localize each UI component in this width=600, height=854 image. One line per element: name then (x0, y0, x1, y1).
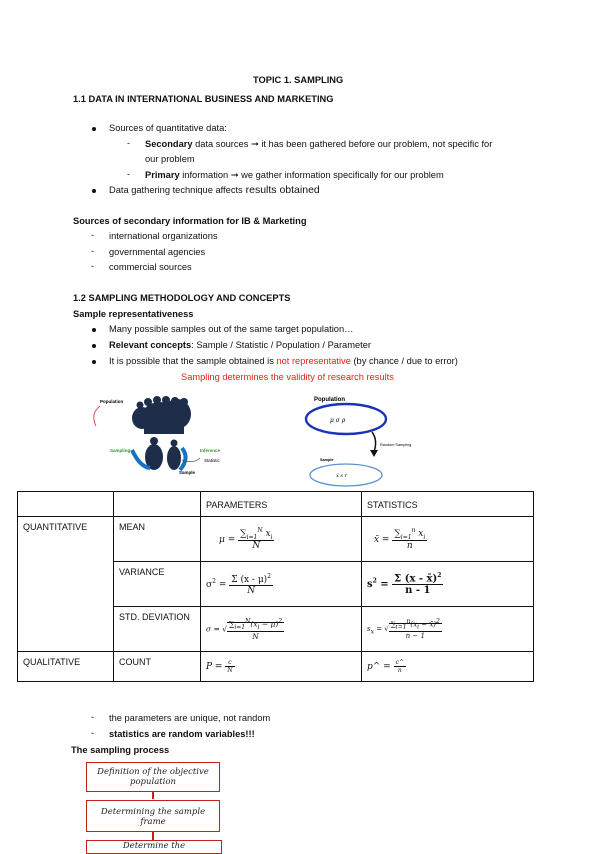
stat-count-formula: p^ = $\frac{c\^{}}{n}$ (362, 652, 534, 682)
row-label-qualitative: QUALITATIVE (18, 652, 114, 682)
secondary-cont: our problem (145, 154, 195, 164)
flow-arrow (152, 832, 154, 840)
relevant-rest: : Sample / Statistic / Population / Parameter (191, 340, 371, 350)
header-parameters: PARAMETERS (201, 492, 362, 517)
param-variance-formula: $\sigma^2$ = $\frac{\Sigma (x - \mu)^2}{N}$ (201, 562, 362, 607)
stat-std-formula: $s_x$ = √ $\frac{\sum_{i=1}^n(x_i - x̄)^2}{n - 1}$ (362, 607, 534, 652)
primary-bold: Primary (145, 170, 180, 180)
header-statistics: STATISTICS (362, 492, 534, 517)
fig2-sample-label: Sample (320, 458, 334, 462)
fig-sampling-label: Sampling (110, 448, 131, 453)
primary-line (145, 169, 444, 181)
table-cell (18, 492, 114, 517)
stat-mean-formula: x̄ = $\frac{\sum_{i=1}^n x_i}{n}$ (362, 517, 534, 562)
row-label-std: STD. DEVIATION (114, 607, 201, 652)
bullet-text: Sources of quantitative data: (109, 123, 227, 133)
flow-step-1: Definition of the objective population (86, 762, 220, 792)
dash: - (91, 246, 95, 256)
secondary-rest: data sources ➞ it has been gathered before our problem, not specific for (192, 139, 493, 149)
flow-step-3: Determine the (86, 840, 222, 854)
fig-sample-label: Sample (179, 470, 196, 475)
subheading: Sample representativeness (73, 309, 194, 319)
row-label-variance: VARIANCE (114, 562, 201, 607)
validity-note: Sampling determines the validity of research results (181, 372, 394, 382)
stat-variance-formula: $s^2$ = $\frac{\Sigma (x - x̄)^2}{n - 1}$ (362, 562, 534, 607)
table-cell (114, 492, 201, 517)
note-statistics: statistics are random variables!!! (109, 729, 255, 739)
random-sampling-figure (300, 392, 420, 488)
fig-inference-label: Inference (200, 448, 221, 453)
bullet-text (109, 339, 371, 351)
fig2-random-sampling: Random Sampling (380, 443, 412, 447)
fig2-stats: x̄ s r (336, 473, 347, 479)
fig2-population-label: Population (314, 397, 345, 403)
b3-post: (by chance / due to error) (350, 356, 458, 366)
flow-arrow (152, 792, 154, 799)
param-std-formula: σ = √ $\frac{\sum_{i=1}^N(x_i - \mu)^2}{N}$ (201, 607, 362, 652)
b2-tail: results obtained (242, 184, 320, 196)
bullet-text-2 (109, 184, 320, 196)
param-count-formula: P = $\frac{c}{N}$ (201, 652, 362, 682)
row-label-mean: MEAN (114, 517, 201, 562)
population-sample-figure (82, 392, 272, 484)
bullet (92, 360, 96, 364)
bullet (92, 344, 96, 348)
row-label-count: COUNT (114, 652, 201, 682)
b3-pre: It is possible that the sample obtained is (109, 356, 277, 366)
dash: - (127, 169, 131, 179)
fig-statistic-label: Statistic (204, 458, 220, 463)
param-mean-formula: μ = $\frac{\sum_{i=1}^N x_i}{N}$ (201, 517, 362, 562)
list-item: international organizations (109, 231, 218, 241)
dash: - (91, 261, 95, 271)
secondary-line (145, 138, 492, 150)
flow-step-2: Determining the sample frame (86, 800, 220, 832)
sampling-process-heading: The sampling process (71, 745, 170, 755)
crowd-illustration (132, 396, 191, 470)
bullet (92, 189, 96, 193)
b2-text: Data gathering technique affects (109, 185, 243, 195)
primary-rest: information ➞ we gather information specifically for our problem (179, 170, 444, 180)
bullet-text (109, 355, 458, 367)
section-heading-1-1: 1.1 DATA IN INTERNATIONAL BUSINESS AND MARKETING (73, 94, 334, 104)
dash: - (127, 138, 131, 148)
bullet (92, 328, 96, 332)
secondary-sources-heading: Sources of secondary information for IB & Marketing (73, 216, 307, 226)
dash: - (91, 712, 95, 722)
section-heading-1-2: 1.2 SAMPLING METHODOLOGY AND CONCEPTS (73, 293, 291, 303)
fig-population-label: Population (100, 399, 124, 404)
list-item: commercial sources (109, 262, 192, 272)
fig2-params: μ σ ρ (330, 417, 346, 424)
relevant-bold: Relevant concepts (109, 340, 192, 350)
note-parameters: the parameters are unique, not random (109, 713, 271, 723)
parameters-statistics-table (17, 491, 534, 682)
list-item: governmental agencies (109, 247, 206, 257)
bullet (92, 127, 96, 131)
page-title: TOPIC 1. SAMPLING (253, 75, 344, 85)
dash: - (91, 728, 95, 738)
b3-red: not representative (276, 356, 351, 366)
row-label-quantitative: QUANTITATIVE (18, 517, 114, 652)
bullet-text: Many possible samples out of the same target population… (109, 324, 354, 334)
dash: - (91, 230, 95, 240)
secondary-bold: Secondary (145, 139, 193, 149)
